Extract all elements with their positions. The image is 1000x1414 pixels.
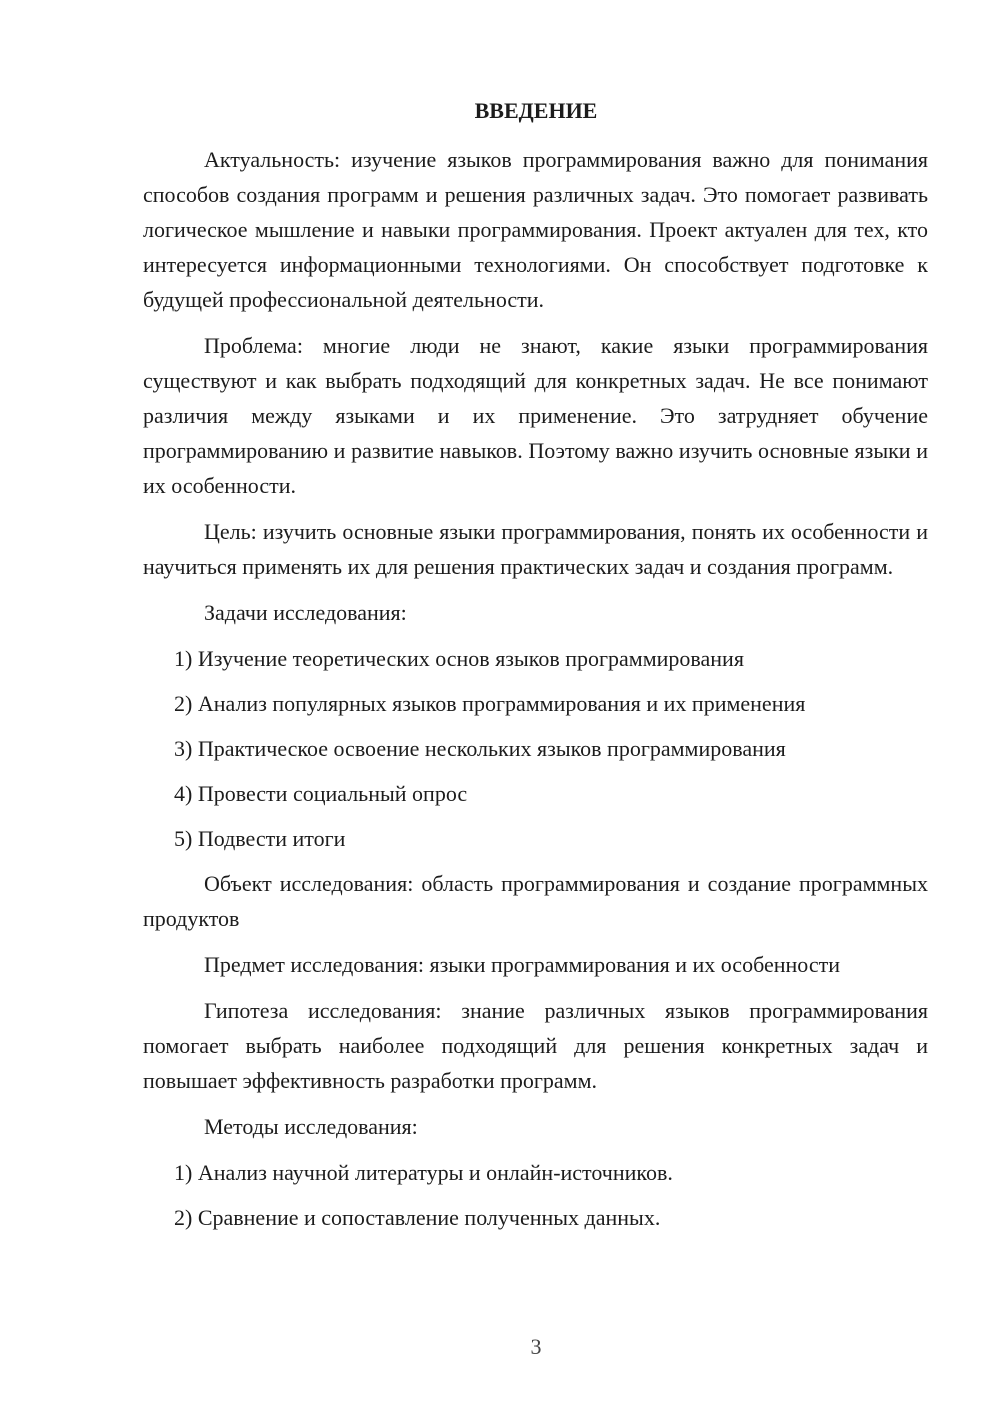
page-number: 3 — [530, 1334, 542, 1359]
method-item-1: 1) Анализ научной литературы и онлайн-источников. — [174, 1160, 673, 1185]
task-item-4: 4) Провести социальный опрос — [174, 781, 468, 806]
tasks-heading: Задачи исследования: — [204, 600, 407, 625]
subject-paragraph: Предмет исследования: языки программирования и их особенности — [204, 952, 840, 977]
goal-paragraph: Цель: изучить основные языки программирования, понять их особенности и научиться применять их для решения практических задач и создания программ. — [143, 519, 928, 579]
hypothesis-paragraph: Гипотеза исследования: знание различных языков программирования помогает выбрать наиболее подходящий для решения конкретных задач и повышает эффективность разработки программ. — [143, 998, 928, 1093]
methods-list — [143, 1155, 928, 1235]
task-item-5: 5) Подвести итоги — [174, 826, 346, 851]
problem-paragraph: Проблема: многие люди не знают, какие языки программирования существуют и как выбрать подходящий для конкретных задач. Не все понимают различия между языками и их применение. Это затрудняет обучение программированию и развитие навыков. Поэтому важно изучить основные языки и их особенности. — [143, 333, 928, 498]
object-paragraph: Объект исследования: область программирования и создание программных продуктов — [143, 871, 928, 931]
page-title: ВВЕДЕНИЕ — [474, 98, 598, 123]
task-item-2: 2) Анализ популярных языков программирования и их применения — [174, 691, 806, 716]
page-content — [143, 142, 928, 1245]
method-item-2: 2) Сравнение и сопоставление полученных данных. — [174, 1205, 661, 1230]
tasks-list — [143, 641, 928, 856]
relevance-paragraph: Актуальность: изучение языков программирования важно для понимания способов создания программ и решения различных задач. Это помогает развивать логическое мышление и навыки программирования. Проект актуален для тех, кто интересуется информационными технологиями. Он способствует подготовке к будущей профессиональной деятельности. — [143, 147, 928, 312]
task-item-1: 1) Изучение теоретических основ языков программирования — [174, 646, 744, 671]
methods-heading: Методы исследования: — [204, 1114, 418, 1139]
task-item-3: 3) Практическое освоение нескольких языков программирования — [174, 736, 786, 761]
